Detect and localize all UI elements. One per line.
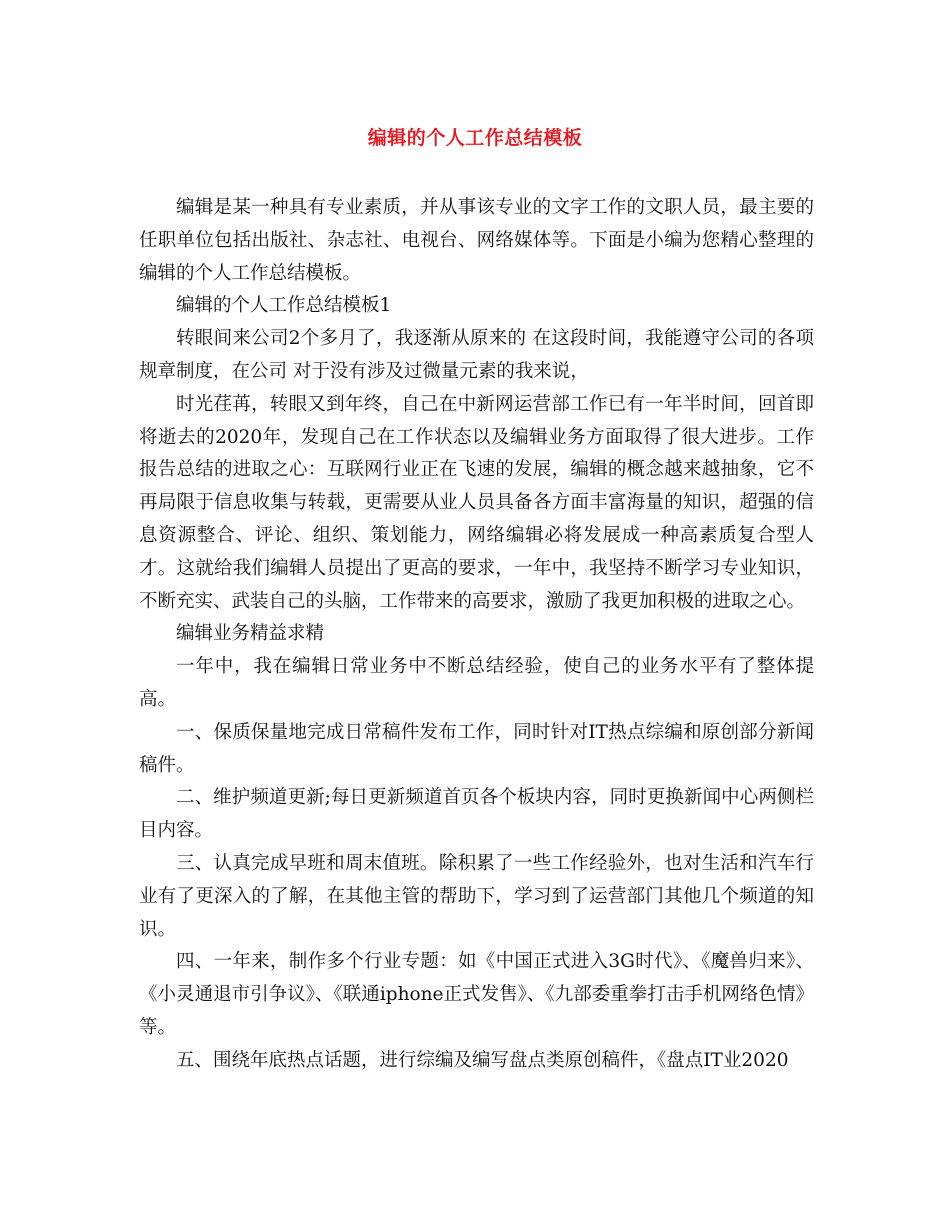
document-body	[139, 192, 814, 1078]
paragraph-item-2: 二、维护频道更新;每日更新频道首页各个板块内容，同时更换新闻中心两侧栏目内容。	[139, 787, 814, 842]
paragraph-summary: 一年中，我在编辑日常业务中不断总结经验，使自己的业务水平有了整体提高。	[139, 656, 814, 710]
document-title: 编辑的个人工作总结模板	[367, 127, 583, 149]
paragraph-template-heading: 编辑的个人工作总结模板1	[176, 295, 392, 317]
paragraph-item-1: 一、保质保量地完成日常稿件发布工作，同时针对IT热点综编和原创部分新闻稿件。	[139, 721, 814, 776]
paragraph-intro: 编辑是某一种具有专业素质，并从事该专业的文字工作的文职人员，最主要的任职单位包括出版社、杂志社、电视台、网络媒体等。下面是小编为您精心整理的编辑的个人工作总结模板。	[139, 197, 814, 284]
paragraph-item-3: 三、认真完成早班和周末值班。除积累了一些工作经验外，也对生活和汽车行业有了更深入的了解，在其他主管的帮助下，学习到了运营部门其他几个频道的知识。	[139, 852, 814, 940]
paragraph-section-heading: 编辑业务精益求精	[176, 623, 325, 645]
paragraph-year-review: 时光荏苒，转眼又到年终，自己在中新网运营部工作已有一年半时间，回首即将逝去的2020年，发现自己在工作状态以及编辑业务方面取得了很大进步。工作报告总结的进取之心：互联网行业正在飞速的发展，编辑的概念越来越抽象，它不再局限于信息收集与转载，更需要从业人员具备各方面丰富海量的知识，超强的信息资源整合、评论、组织、策划能力，网络编辑必将发展成一种高素质复合型人才。这就给我们编辑人员提出了更高的要求，一年中，我坚持不断学习专业知识，不断充实、武装自己的头脑，工作带来的高要求，激励了我更加积极的进取之心。	[139, 393, 814, 612]
paragraph-arrival: 转眼间来公司2个多月了，我逐渐从原来的 在这段时间，我能遵守公司的各项规章制度，在公司 对于没有涉及过微量元素的我来说，	[139, 328, 814, 382]
paragraph-item-5: 五、围绕年底热点话题，进行综编及编写盘点类原创稿件，《盘点IT业2020	[176, 1049, 789, 1071]
paragraph-item-4: 四、一年来，制作多个行业专题：如《中国正式进入3G时代》、《魔兽归来》、《小灵通退市引争议》、《联通iphone正式发售》、《九部委重拳打击手机网络色情》等。	[139, 951, 814, 1038]
